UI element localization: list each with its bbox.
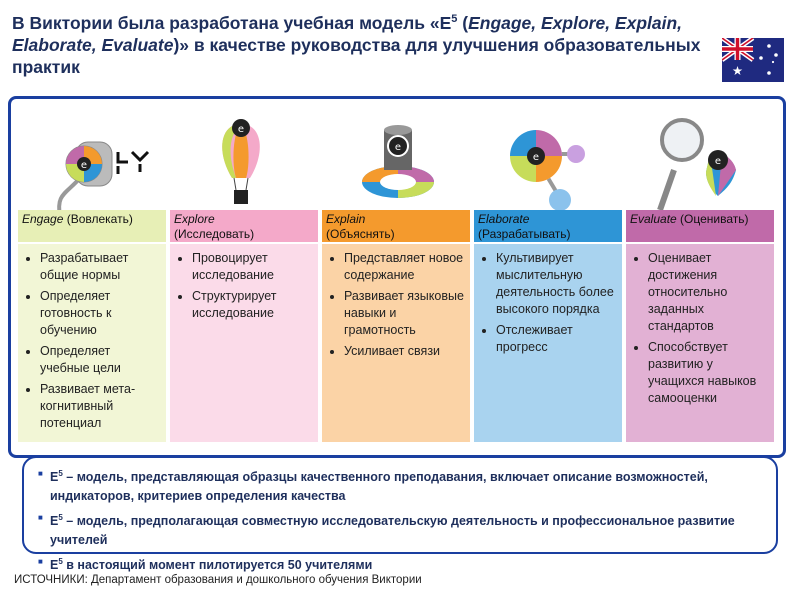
list-item: • Структурирует исследование <box>192 288 312 322</box>
list-item: • Определяет учебные цели <box>40 343 160 377</box>
phase-body <box>322 244 470 442</box>
phase-explain <box>322 210 470 442</box>
page-title: В Виктории была разработана учебная модель «$Е^5$ (Engage, Explore, Explain, Elaborate, Evaluate)» в качестве руководства для улучшения образовательных практик <box>12 12 701 77</box>
phase-evaluate <box>626 210 774 442</box>
icon-letter: e <box>80 160 88 171</box>
molecule-icon <box>502 124 598 214</box>
icon-letter: e <box>714 156 722 167</box>
list-item: • Отслеживает прогресс <box>496 322 616 356</box>
source-note: ИСТОЧНИКИ: Департамент образования и дошкольного обучения Виктории <box>14 574 422 586</box>
phase-explore <box>170 210 318 442</box>
phase-body <box>170 244 318 442</box>
phase-header: Explore (Исследовать) <box>170 210 318 242</box>
note-item: ■ $Е^5$ – модель, предполагающая совместную исследовательскую деятельность и профессиональное развитие учителей <box>50 508 766 550</box>
ring-stack-icon <box>356 118 440 212</box>
phase-body <box>474 244 622 442</box>
list-item: • Культивирует мыслительную деятельность более высокого порядка <box>496 250 616 318</box>
list-item: • Развивает языковые навыки и грамотность <box>344 288 464 339</box>
phase-body <box>18 244 166 442</box>
icon-letter: e <box>532 152 540 163</box>
list-item: • Оценивает достижения относительно заданных стандартов <box>648 250 768 335</box>
balloon-icon <box>210 116 272 216</box>
list-item: • Определяет готовность к обучению <box>40 288 160 339</box>
list-item: • Развивает мета-когнитивный потенциал <box>40 381 160 432</box>
phase-header: Elaborate (Разрабатывать) <box>474 210 622 242</box>
list-item: • Представляет новое содержание <box>344 250 464 284</box>
icon-letter: e <box>394 142 402 153</box>
phase-elaborate <box>474 210 622 442</box>
magnifier-icon <box>652 116 740 216</box>
list-item: • Провоцирует исследование <box>192 250 312 284</box>
phase-body <box>626 244 774 442</box>
icon-letter: e <box>237 124 245 135</box>
phase-engage <box>18 210 166 442</box>
list-item: • Усиливает связи <box>344 343 464 360</box>
list-item: • Способствует развитию у учащихся навыков самооценки <box>648 339 768 407</box>
notes-box <box>22 456 778 573</box>
phase-header: Engage (Вовлекать) <box>18 210 166 242</box>
note-item: ■ $Е^5$ – модель, представляющая образцы качественного преподавания, включает описание возможностей, индикаторов, критериев определения качества <box>50 464 766 506</box>
phase-header: Evaluate (Оценивать) <box>626 210 774 242</box>
australia-flag-icon <box>722 38 784 82</box>
list-item: • Разрабатывает общие нормы <box>40 250 160 284</box>
note-item: ■ $Е^5$ в настоящий момент пилотируется 50 учителями <box>50 552 766 575</box>
phase-header: Explain (Объяснять) <box>322 210 470 242</box>
plug-icon <box>36 124 156 224</box>
